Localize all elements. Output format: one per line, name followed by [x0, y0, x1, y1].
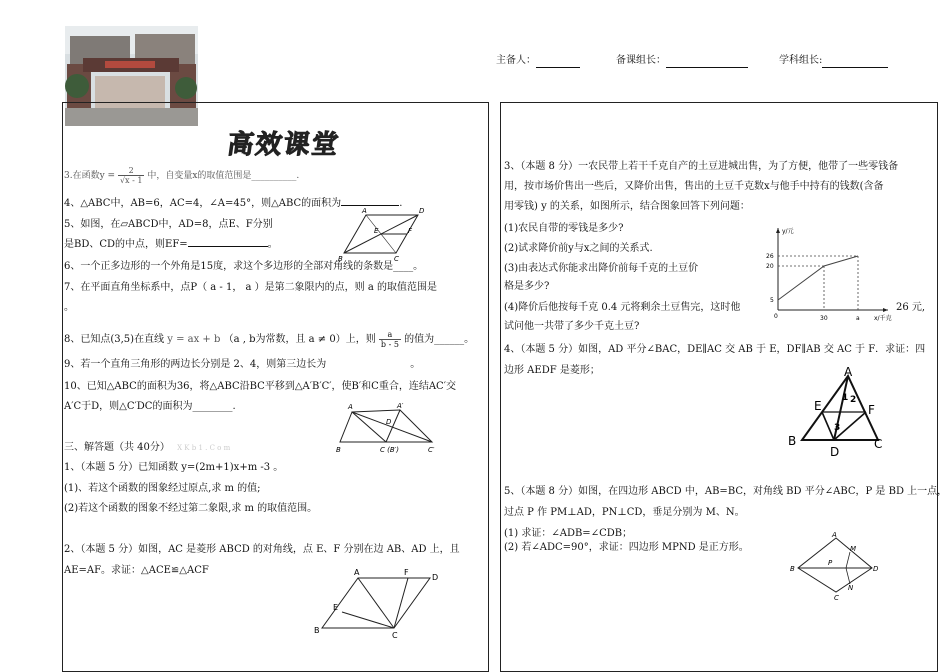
label-a: A — [844, 366, 853, 379]
x-tick-a: a — [856, 315, 860, 322]
angle-2: 2 — [850, 395, 857, 405]
label-f: F — [868, 403, 875, 417]
x-axis-label: x/千克 — [874, 315, 892, 322]
watermark-text: X K b 1 . C o m — [177, 444, 231, 452]
label-d: D — [386, 418, 392, 426]
y-tick-26: 26 — [766, 253, 774, 260]
quadrilateral-figure — [788, 530, 884, 602]
y-axis-label: y/元 — [782, 228, 794, 235]
subject-leader-field: 学科组长: — [779, 54, 888, 68]
question-4: 4、△ABC中，AB=6，AC=4，∠A=45°，则△ABC的面积为 . — [64, 198, 403, 209]
label-c: C — [394, 255, 399, 263]
label-a: A — [832, 531, 837, 539]
page-title: 高效课堂 — [225, 130, 342, 160]
problem-4-line1: 4、（本题 5 分）如图，AD 平分∠BAC，DE∥AC 交 AB 于 E，DF∥AB 交 AC 于 F．求证：四 — [504, 344, 926, 355]
label-b: B — [338, 255, 343, 263]
problem-3-q4a-end: 26 元, — [896, 302, 926, 313]
section-3-heading: 三、解答题（共 40分） X K b 1 . C o m — [64, 442, 231, 453]
problem-2-line2: AE=AF。求证：△ACE≌△ACF — [64, 565, 209, 576]
question-8: 8、已知点(3,5)在直线 y = ax + b （a , b为常数，且 a ≠ 0）上，则 $\frac{a}{b - 5}$ 的值为______。 — [64, 330, 475, 349]
label-m: M — [850, 545, 857, 553]
problem-3-line2: 用，按市场价售出一些后，又降价出售，售出的土豆千克数x与他手中持有的钱数(含备 — [504, 181, 884, 192]
label-d: D — [419, 207, 425, 215]
label-a: A — [348, 403, 353, 411]
y-tick-20: 20 — [766, 263, 774, 270]
problem-5-line1: 5、（本题 8 分）如图，在四边形 ABCD 中，AB=BC，对角线 BD 平分∠ABC，P 是 BD 上一点， — [504, 486, 948, 497]
label-n: N — [848, 584, 854, 592]
problem-1-a: (1)、若这个函数的图象经过原点,求 m 的值; — [64, 483, 261, 494]
question-5-line2: 是BD、CD的中点，则EF= 。 — [64, 239, 278, 250]
y-tick-5: 5 — [770, 297, 774, 304]
label-b: B — [314, 626, 320, 635]
question-6: 6、一个正多边形的一个外角是15度，求这个多边形的全部对角线的条数是____。 — [64, 261, 424, 272]
label-e: E — [333, 603, 339, 612]
problem-3-line1: 3、（本题 8 分）一农民带上若干千克自产的土豆进城出售，为了方便，他带了一些零钱备 — [504, 161, 899, 172]
label-c: C — [874, 437, 883, 451]
label-a-prime: A′ — [397, 402, 404, 410]
label-b: B — [790, 565, 795, 573]
label-f: F — [408, 227, 413, 235]
problem-3-q1: (1)农民自带的零钱是多少? — [504, 223, 624, 234]
label-e: E — [814, 399, 822, 413]
problem-5-q1: (1) 求证：∠ADB=∠CDB； — [504, 528, 633, 539]
question-5-line1: 5、如图，在▱ABCD中，AD=8，点E、F分别 — [64, 219, 273, 230]
label-b: B — [788, 434, 797, 448]
label-d: D — [873, 565, 879, 573]
question-7: 7、在平面直角坐标系中，点P（ a - 1， a ）是第二象限内的点，则 a 的取值范围是 — [64, 282, 437, 293]
money-graph — [766, 224, 896, 324]
label-c-b-prime: C (B′) — [380, 446, 399, 454]
problem-3-q2: (2)试求降价前y与x之间的关系式. — [504, 243, 653, 254]
label-c-prime: C′ — [428, 446, 435, 454]
parallelogram-figure — [330, 205, 430, 265]
label-d: D — [432, 573, 439, 582]
problem-5-line2: 过点 P 作 PM⊥AD，PN⊥CD，垂足分别为 M、N。 — [504, 507, 745, 518]
problem-3-q3a: (3)由表达式你能求出降价前每千克的土豆价 — [504, 263, 699, 274]
problem-3-q4a: (4)降价后他按每千克 0.4 元将剩余土豆售完，这时他 — [504, 302, 741, 313]
label-d: D — [830, 445, 840, 459]
question-10-line2: A′C于D，则△C′DC的面积为________. — [64, 401, 236, 412]
label-p: P — [828, 559, 833, 567]
label-a: A — [362, 207, 367, 215]
x-tick-0: 0 — [774, 313, 778, 320]
angle-3: 3 — [834, 423, 841, 433]
label-c: C — [392, 631, 398, 640]
problem-5-q2: (2) 若∠ADC=90°，求证：四边形 MPND 是正方形。 — [504, 542, 749, 553]
problem-1-heading: 1、（本题 5 分）已知函数 y=(2m+1)x+m -3 。 — [64, 462, 284, 473]
label-e: E — [374, 227, 379, 235]
problem-3-line3: 用零钱) y 的关系，如图所示，结合图象回答下列问题： — [504, 201, 750, 212]
label-c: C — [834, 594, 839, 602]
question-9: 9、若一个直角三角形的两边长分别是 2、4，则第三边长为 。 — [64, 359, 421, 370]
group-leader-field: 备课组长： — [616, 54, 748, 68]
question-7-end: 。 — [64, 302, 74, 313]
x-tick-30: 30 — [820, 315, 828, 322]
problem-3-q4b: 试问他一共带了多少千克土豆? — [504, 321, 640, 332]
translation-figure — [334, 400, 444, 456]
label-b: B — [336, 446, 341, 454]
question-3: 3.在函数y = $\frac{2}{√x - 1}$ 中，自变量x的取值范围是__________. — [64, 166, 300, 185]
preparer-field: 主备人： — [496, 54, 580, 68]
rhombus-figure — [312, 566, 447, 642]
problem-1-b: (2)若这个函数的图象不经过第二象限,求 m 的取值范围。 — [64, 503, 318, 514]
label-f: F — [404, 568, 409, 577]
problem-3-q3b: 格是多少? — [504, 281, 550, 292]
angle-1: 1 — [842, 393, 849, 403]
question-10-line1: 10、已知△ABC的面积为36，将△ABC沿BC平移到△A′B′C′，使B′和C重合，连结AC′交 — [64, 381, 456, 392]
angle-bisector-figure — [786, 366, 896, 462]
problem-2-line1: 2、（本题 5 分）如图，AC 是菱形 ABCD 的对角线，点 E、F 分别在边 AB、AD 上，且 — [64, 544, 460, 555]
label-a: A — [354, 568, 360, 577]
problem-4-line2: 边形 AEDF 是菱形； — [504, 365, 600, 376]
